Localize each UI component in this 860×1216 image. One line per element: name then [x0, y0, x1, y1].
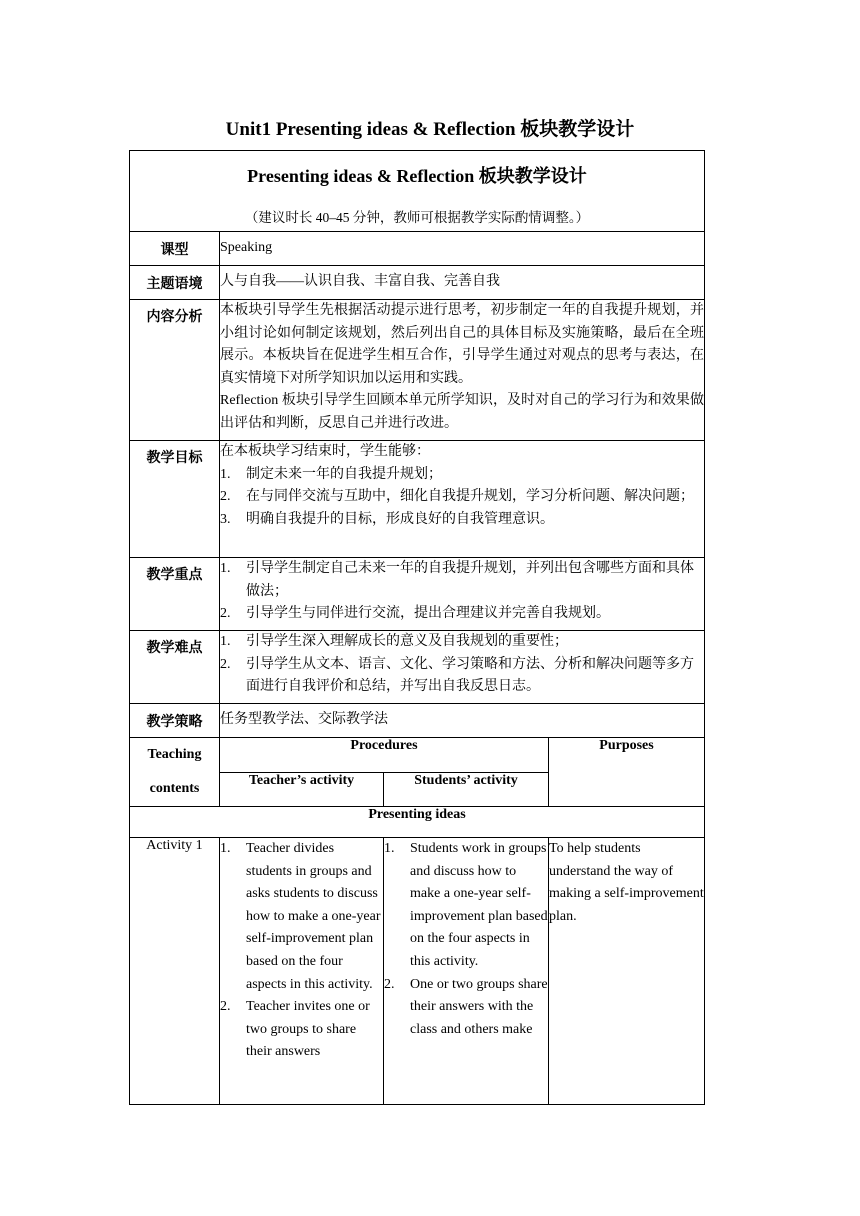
list-item: 2. Teacher invites one or two groups to share their answers	[220, 999, 370, 1060]
teacher-activity-list	[220, 838, 383, 1064]
objectives-intro: 在本板块学习结束时，学生能够：	[220, 444, 430, 459]
difficulties-label: 教学难点	[130, 631, 220, 704]
students-activity-list	[384, 838, 548, 1041]
list-item: 2. 引导学生与同伴进行交流，提出合理建议并完善自我规划。	[220, 606, 610, 621]
difficulties-value	[220, 631, 705, 704]
content-paragraph: 本板块引导学生先根据活动提示进行思考，初步制定一年的自我提升规划，并小组讨论如何制定该规划，然后列出自己的具体目标及实施策略，最后在全班展示。本板块旨在促进学生相互合作，引导学生通过对观点的思考与表达，在真实情境下对所学知识加以运用和实践。	[220, 303, 704, 386]
list-item: 1. Students work in groups and discuss how to make a one-year self-improvement plan based on the four aspects in this activity.	[384, 841, 548, 969]
objectives-row	[130, 441, 705, 558]
list-item: 2. 引导学生从文本、语言、文化、学习策略和方法、分析和解决问题等多方面进行自我评价和总结，并写出自我反思日志。	[220, 656, 694, 694]
table-title: Presenting ideas & Reflection 板块教学设计	[247, 166, 587, 186]
course-type-row	[130, 232, 705, 266]
procedure-header-row-1	[130, 738, 705, 773]
activity-name: Activity 1	[130, 838, 220, 1105]
list-item: 1. Teacher divides students in groups and asks students to discuss how to make a one-year self-improvement plan based on the four aspects in this activity.	[220, 841, 381, 992]
procedures-header: Procedures	[220, 738, 549, 773]
lesson-plan-table	[129, 150, 705, 1105]
activity-row	[130, 838, 705, 1105]
purpose-cell: To help students understand the way of making a self-improvement plan.	[549, 838, 705, 1105]
teaching-contents-header: Teaching contents	[130, 738, 220, 807]
objectives-list	[220, 464, 704, 532]
teacher-activity-cell	[220, 838, 384, 1105]
list-item: 2. 在与同伴交流与互助中，细化自我提升规划，学习分析问题、解决问题；	[220, 489, 694, 504]
students-activity-header: Students’ activity	[384, 773, 549, 807]
content-analysis-row	[130, 300, 705, 441]
duration-note: （建议时长 40–45 分钟，教师可根据教学实际酌情调整。）	[244, 210, 590, 225]
strategy-value: 任务型教学法、交际教学法	[220, 704, 705, 738]
list-item: 1. 引导学生深入理解成长的意义及自我规划的重要性；	[220, 634, 568, 649]
objectives-label: 教学目标	[130, 441, 220, 558]
list-item: 1. 制定未来一年的自我提升规划；	[220, 466, 442, 482]
strategy-label: 教学策略	[130, 704, 220, 738]
theme-label: 主题语境	[130, 266, 220, 300]
theme-value: 人与自我——认识自我、丰富自我、完善自我	[220, 266, 705, 300]
section-row	[130, 807, 705, 838]
teacher-activity-header: Teacher’s activity	[220, 773, 384, 807]
section-presenting-ideas: Presenting ideas	[130, 807, 705, 838]
list-item: 2. One or two groups share their answers with the class and others make	[384, 976, 548, 1037]
key-points-list	[220, 558, 704, 626]
theme-row	[130, 266, 705, 300]
content-paragraph: Reflection 板块引导学生回顾本单元所学知识，及时对自己的学习行为和效果做出评估和判断，反思自己并进行改进。	[220, 393, 704, 431]
objectives-value	[220, 441, 705, 558]
difficulties-list	[220, 631, 704, 699]
page-title: Unit1 Presenting ideas & Reflection 板块教学设计	[225, 119, 635, 140]
key-points-label: 教学重点	[130, 558, 220, 631]
list-item: 3. 明确自我提升的目标，形成良好的自我管理意识。	[220, 511, 554, 527]
table-header-row	[130, 151, 705, 232]
purposes-header: Purposes	[549, 738, 705, 807]
key-points-value	[220, 558, 705, 631]
difficulties-row	[130, 631, 705, 704]
students-activity-cell	[384, 838, 549, 1105]
key-points-row	[130, 558, 705, 631]
strategy-row	[130, 704, 705, 738]
course-type-value: Speaking	[220, 232, 705, 266]
list-item: 1. 引导学生制定自己未来一年的自我提升规划，并列出包含哪些方面和具体做法；	[220, 561, 694, 599]
content-analysis-label: 内容分析	[130, 300, 220, 441]
course-type-label: 课型	[130, 232, 220, 266]
content-analysis-value	[220, 300, 705, 441]
